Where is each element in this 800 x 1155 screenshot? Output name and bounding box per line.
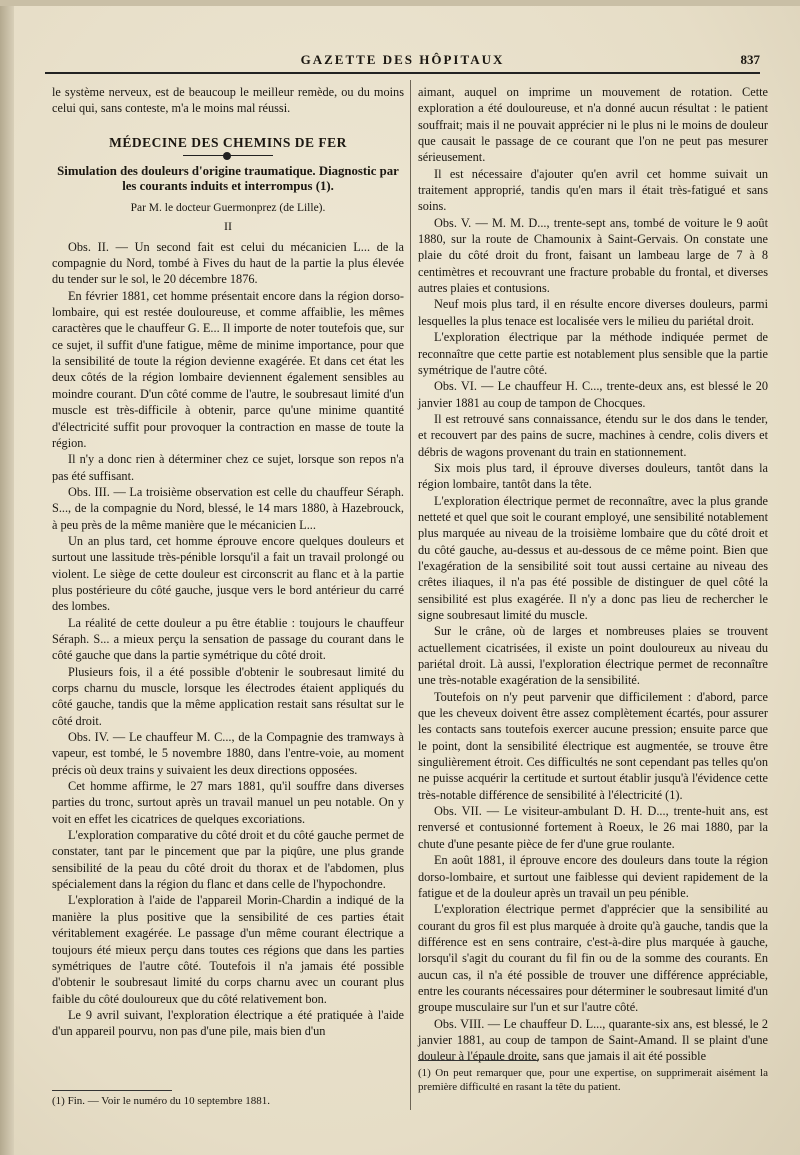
paragraph: Toutefois on n'y peut parvenir que difficilement : d'abord, parce que les cheveux doivent être assez complètement écartés, pour assurer les contacts sans toutefois exercer aucune pression; ensuite parce que le point, dont la sensibilité électrique est augmentée, se trouve être singulièrement étroit. Ces difficultés ne sont cependant pas telles qu'on ne puisse acquérir la certitude et surtout établir jusqu'à l'évidence cette très-notable différence de sensibilité à l'électricité (1). [418,689,768,802]
article-subtitle: Simulation des douleurs d'origine traumatique. Diagnostic par les courants induits et interrompus (1). [57,164,399,194]
ornamental-rule [183,155,273,156]
footnote-rule-right [418,1060,538,1061]
paragraph: Obs. III. — La troisième observation est celle du chauffeur Séraph. S..., de la compagnie du Nord, blessé, le 14 mars 1880, à Hazebrouck, à peu près de la même manière que le mécanicien L... [52,484,404,532]
intro-paragraph: le système nerveux, est de beaucoup le meilleur remède, ou du moins celui qui, sans conteste, m'a le moins mal réussi. [52,85,404,116]
page-top-edge [0,0,800,6]
paragraph: Le 9 avril suivant, l'exploration électrique a été pratiquée à l'aide d'un appareil pourvu, non pas d'une pile, mais bien d'un [52,1007,404,1039]
paragraph: Cet homme affirme, le 27 mars 1881, qu'il souffre dans diverses parties du tronc, surtout après un travail manuel un peu notable. On y voit en effet les cicatrices de quelques excoriations. [52,779,404,826]
header-rule [45,72,760,74]
paragraph: La réalité de cette douleur a pu être établie : toujours le chauffeur Séraph. S... a mieux perçu la sensation de passage du courant dans le côté gauche que dans la partie symétrique du côté droit. [52,615,404,663]
paragraph: L'exploration à l'aide de l'appareil Morin-Chardin a indiqué de la manière la plus positive que la sensibilité de ces parties était véritablement exagérée. Le passage d'un même courant électrique a toujours été mieux perçu dans toutes ces régions que dans les parties symétriques de l'autre côté. Toutefois il n'a jamais été possible d'obtenir le soubresaut limité du corps charnu avec un courant plus faible du côté douloureux que du côté relativement bon. [52,893,404,1006]
paragraph: L'exploration électrique par la méthode indiquée permet de reconnaître que cette partie est notablement plus sensible que la partie symétrique de l'autre côté. [418,330,768,377]
journal-title: GAZETTE DES HÔPITAUX [300,52,505,67]
paragraph: Sur le crâne, où de larges et nombreuses plaies se trouvent actuellement cicatrisées, il existe un point douloureux au niveau du pariétal droit. Là aussi, l'exploration électrique permet de reconnaître une très-notable exagération de la sensibilité. [418,624,768,688]
footnote-right: (1) On peut remarquer que, pour une expertise, on supprimerait aisément la première difficulté en rasant la tête du patient. [418,1067,768,1093]
left-column [52,84,404,1040]
article-author: Par M. le docteur Guermonprez (de Lille). [130,202,326,215]
paragraph: Six mois plus tard, il éprouve diverses douleurs, tantôt dans la région lombaire, tantôt dans la tête. [418,460,768,492]
paragraph: Obs. V. — M. M. D..., trente-sept ans, tombé de voiture le 9 août 1880, sur la route de Chamounix à Saint-Gervais. On constate une plaie du côté droit du front, faisant un lambeau large de 7 à 8 centimètres et recouvrant une fracture probable du frontal, et diverses autres plaies et contusions. [418,215,768,296]
section-title: MÉDECINE DES CHEMINS DE FER [109,134,347,150]
footnote-rule-left [52,1090,172,1091]
paragraph: En février 1881, cet homme présentait encore dans la région dorso-lombaire, qui est restée douloureuse, et comme affaiblie, les mêmes caractères que le chauffeur G. E... Il importe de noter toutefois que, sur ce sujet, il suffit d'une fatigue, même de minime importance, pour que la sensibilité de toute la région devienne exagérée. Et dans cet état les deux côtés de la région lombaire deviennent également sensibles au moindre courant. D'un côté comme de l'autre, le soubresaut limité d'un muscle est très-difficile à obtenir, parce qu'une minime quantité d'électricité suffit pour provoquer la contraction en masse de toute la région. [52,288,404,450]
paragraph: Obs. VII. — Le visiteur-ambulant D. H. D..., trente-huit ans, est renversé et contusionné fortement à Roeux, le 26 mai 1880, par la chute d'une pesante pièce de fer d'une grue roulante. [418,804,768,851]
paragraph: Il est nécessaire d'ajouter qu'en avril cet homme suivait un traitement approprié, tandis qu'en mars il était très-fatigué et sans soins. [418,166,768,214]
paragraph: En août 1881, il éprouve encore des douleurs dans toute la région dorso-lombaire, et surtout une faiblesse qui devient rapidement de la fatigue et de la douleur après un travail un peu pénible. [418,853,768,900]
page-binding-edge [0,0,14,1155]
paragraph: Obs. VIII. — Le chauffeur D. L..., quarante-six ans, est blessé, le 2 janvier 1881, au coup de tampon de Saint-Amand. Il se plaint d'une douleur à l'épaule droite, sans que jamais il ait été possible [418,1016,768,1064]
paragraph: L'exploration comparative du côté droit et du côté gauche permet de constater, tant par le pincement que par la piqûre, une plus grande sensibilité de la peau du côté droit du thorax et de l'abdomen, plus spécialement dans la région du flanc et dans celle de l'hypochondre. [52,828,404,892]
paragraph: Obs. IV. — Le chauffeur M. C..., de la Compagnie des tramways à vapeur, est tombé, le 5 novembre 1880, dans l'entre-voie, au moment précis où deux trains y suivaient les deux directions opposées. [52,730,404,777]
right-column [418,84,768,1065]
running-header [45,50,760,74]
column-divider [410,80,411,1110]
paragraph: Un an plus tard, cet homme éprouve encore quelques douleurs et surtout une lassitude très-pénible lorsqu'il a fait un travail prolongé ou violent. Le siège de cette douleur est circonscrit au flanc et à la partie plus postérieure du côté gauche, jusque vers le bord antérieur du carré des lombes. [52,533,404,614]
paragraph: L'exploration électrique permet d'apprécier que la sensibilité au courant du gros fil est plus marquée à droite qu'à gauche, tandis que la différence est en sens contraire, c'est-à-dire plus marquée à gauche, lorsqu'il s'agit du courant du fil fin ou de la somme des courants. En aucun cas, il n'a été possible de trouver une différence appréciable, entre les courants nécessaires pour déterminer le soubresaut limité d'un groupe musculaire sur l'un et sur l'autre côté. [418,902,768,1015]
paragraph: aimant, auquel on imprime un mouvement de rotation. Cette exploration a été douloureuse, et n'a donné aucun résultat : le patient souffrait; mais il ne pouvait apprécier ni le plus ni le moins de douleur que causait le passage de ce courant que l'on ne peut pas mesurer sérieusement. [418,85,768,165]
paragraph: Plusieurs fois, il a été possible d'obtenir le soubresaut limité du corps charnu du muscle, lorsque les électrodes étaient appliqués du côté gauche, tandis que la même application restait sans résultat sur le côté droit. [52,664,404,728]
footnote-left: (1) Fin. — Voir le numéro du 10 septembre 1881. [52,1095,271,1107]
paragraph: Il est retrouvé sans connaissance, étendu sur le dos dans le tender, et recouvert par des pains de sucre, machines à cendre, colis divers et débris de wagons provenant du train en stationnement. [418,411,768,459]
paragraph: Il n'y a donc rien à déterminer chez ce sujet, lorsque son repos n'a pas été suffisant. [52,452,404,483]
part-number: II [224,219,232,234]
page-number: 837 [740,52,760,67]
paragraph: L'exploration électrique permet de reconnaître, avec la plus grande netteté et quel que soit le courant employé, une sensibilité notablement plus marquée au niveau de la troisième lombaire que du côté droit et du côté gauche, au-dessus et au-dessous de ce même point. Bien que l'exagération de la sensibilité soit tout aussi certaine au niveau des crêtes iliaques, il n'a pas été possible de distinguer de quel côté la sensibilité est plus exagérée. Il n'y a donc pas lieu de rechercher le signe soubresaut limité du muscle. [418,493,768,622]
paragraph: Obs. II. — Un second fait est celui du mécanicien L... de la compagnie du Nord, tombé à Fives du haut de la partie la plus élevée du tender sur le sol, le 20 décembre 1876. [52,239,404,287]
paragraph: Obs. VI. — Le chauffeur H. C..., trente-deux ans, est blessé le 20 janvier 1881 au coup de tampon de Chocques. [418,379,768,410]
paragraph: Neuf mois plus tard, il en résulte encore diverses douleurs, parmi lesquelles la plus tenace est localisée vers le milieu du pariétal droit. [418,297,768,328]
